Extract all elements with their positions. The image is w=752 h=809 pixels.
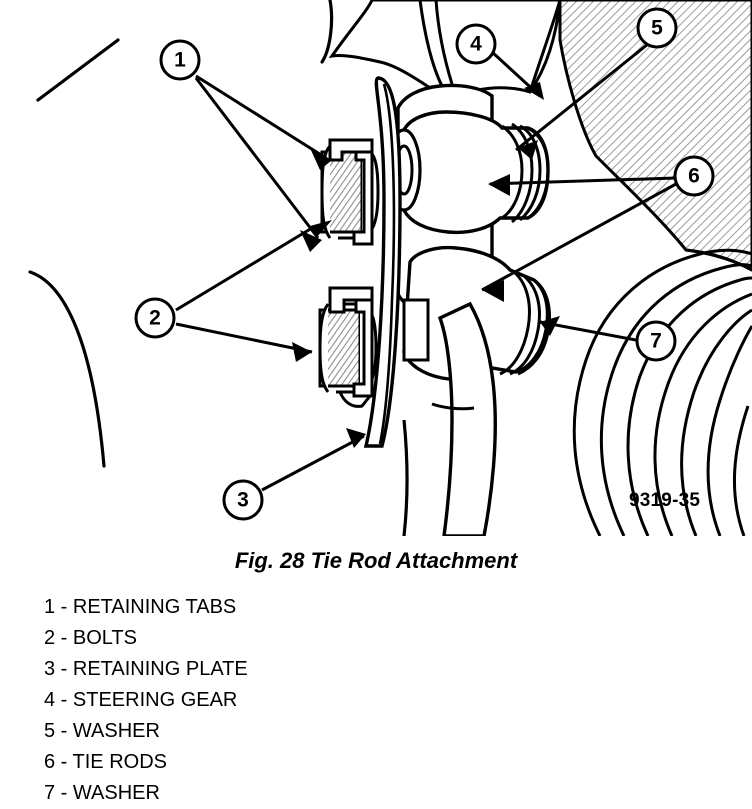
callout-2 [136,299,174,337]
list-item: 7 - WASHER [44,782,160,804]
callout-2-label: 2 [149,306,161,330]
callout-1-label: 1 [174,48,186,72]
list-item: 5 - WASHER [44,720,160,742]
list-item: 6 - TIE RODS [44,751,167,773]
callout-7 [637,322,675,360]
drawing-part-number: 9319-35 [629,490,701,511]
list-item: 2 - BOLTS [44,627,137,649]
upper-tie-rod [388,112,548,232]
callout-6-label: 6 [688,164,700,188]
callout-6 [675,157,713,195]
callout-5-label: 5 [651,16,663,40]
list-item: 1 - RETAINING TABS [44,596,237,618]
callout-4-label: 4 [470,32,482,56]
figure-caption: Fig. 28 Tie Rod Attachment [234,548,518,573]
list-item: 4 - STEERING GEAR [44,689,238,711]
callout-4 [457,25,495,63]
callout-3 [224,481,262,519]
callout-3-label: 3 [237,488,249,512]
callout-7-label: 7 [650,329,662,353]
callout-1 [161,41,199,79]
figure-legend [44,592,644,809]
list-item: 3 - RETAINING PLATE [44,658,248,680]
callout-5 [638,9,676,47]
